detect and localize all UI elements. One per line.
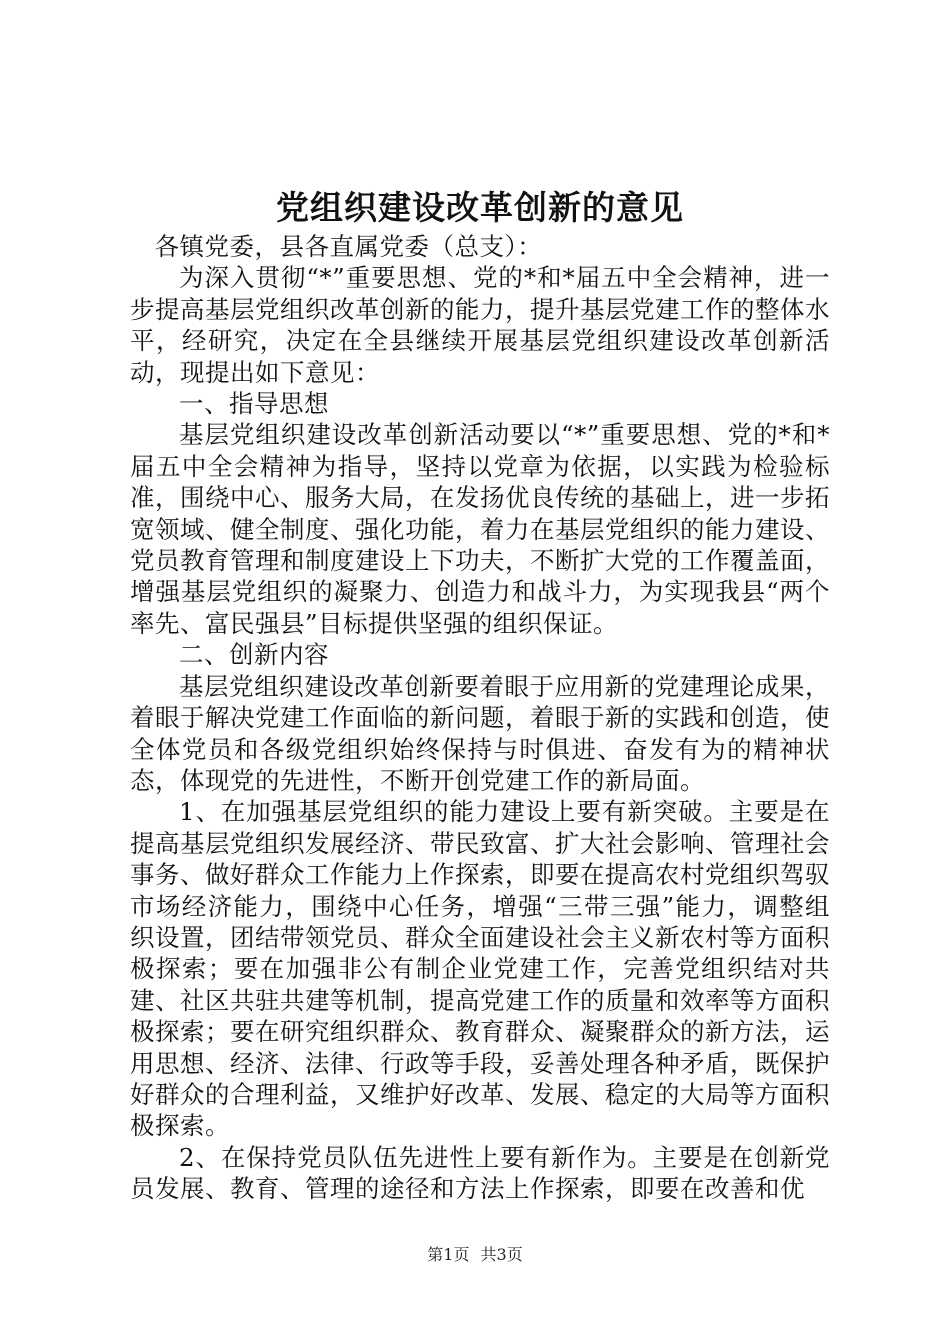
item-2-paragraph: 2、在保持党员队伍先进性上要有新作为。主要是在创新党员发展、教育、管理的途径和方法上作探索，即要在改善和优	[130, 1142, 830, 1204]
page-number: 第1页	[427, 1245, 470, 1264]
salutation: 各镇党委，县各直属党委（总支）：	[154, 232, 543, 261]
page-footer	[0, 1244, 950, 1266]
guiding-thought-paragraph: 基层党组织建设改革创新活动要以“*”重要思想、党的*和*届五中全会精神为指导，坚持以党章为依据，以实践为检验标准，围绕中心、服务大局，在发扬优良传统的基础上，进一步拓宽领域、健全制度、强化功能，着力在基层党组织的能力建设、党员教育管理和制度建设上下功夫，不断扩大党的工作覆盖面，增强基层党组织的凝聚力、创造力和战斗力，为实现我县“两个率先、富民强县”目标提供坚强的组织保证。	[130, 420, 830, 638]
intro-paragraph: 为深入贯彻“*”重要思想、党的*和*届五中全会精神，进一步提高基层党组织改革创新的能力，提升基层党建工作的整体水平，经研究，决定在全县继续开展基层党组织建设改革创新活动，现提出如下意见：	[130, 263, 830, 387]
total-pages: 共3页	[480, 1245, 523, 1264]
item-1-paragraph: 1、在加强基层党组织的能力建设上要有新突破。主要是在提高基层党组织发展经济、带民致富、扩大社会影响、管理社会事务、做好群众工作能力上作探索，即要在提高农村党组织驾驭市场经济能力，围绕中心任务，增强“三带三强”能力，调整组织设置，团结带领党员、群众全面建设社会主义新农村等方面积极探索；要在加强非公有制企业党建工作，完善党组织结对共建、社区共驻共建等机制，提高党建工作的质量和效率等方面积极探索；要在研究组织群众、教育群众、凝聚群众的新方法，运用思想、经济、法律、行政等手段，妥善处理各种矛盾，既保护好群众的合理利益，又维护好改革、发展、稳定的大局等方面积极探索。	[130, 797, 830, 1141]
section-heading-guiding-thought: 一、指导思想	[179, 389, 329, 419]
document-title: 党组织建设改革创新的意见	[276, 188, 684, 227]
document-body	[130, 231, 830, 1205]
innovation-content-paragraph: 基层党组织建设改革创新要着眼于应用新的党建理论成果，着眼于解决党建工作面临的新问题，着眼于新的实践和创造，使全体党员和各级党组织始终保持与时俱进、奋发有为的精神状态，体现党的先进性，不断开创党建工作的新局面。	[130, 671, 830, 795]
section-heading-innovation-content: 二、创新内容	[179, 640, 329, 670]
